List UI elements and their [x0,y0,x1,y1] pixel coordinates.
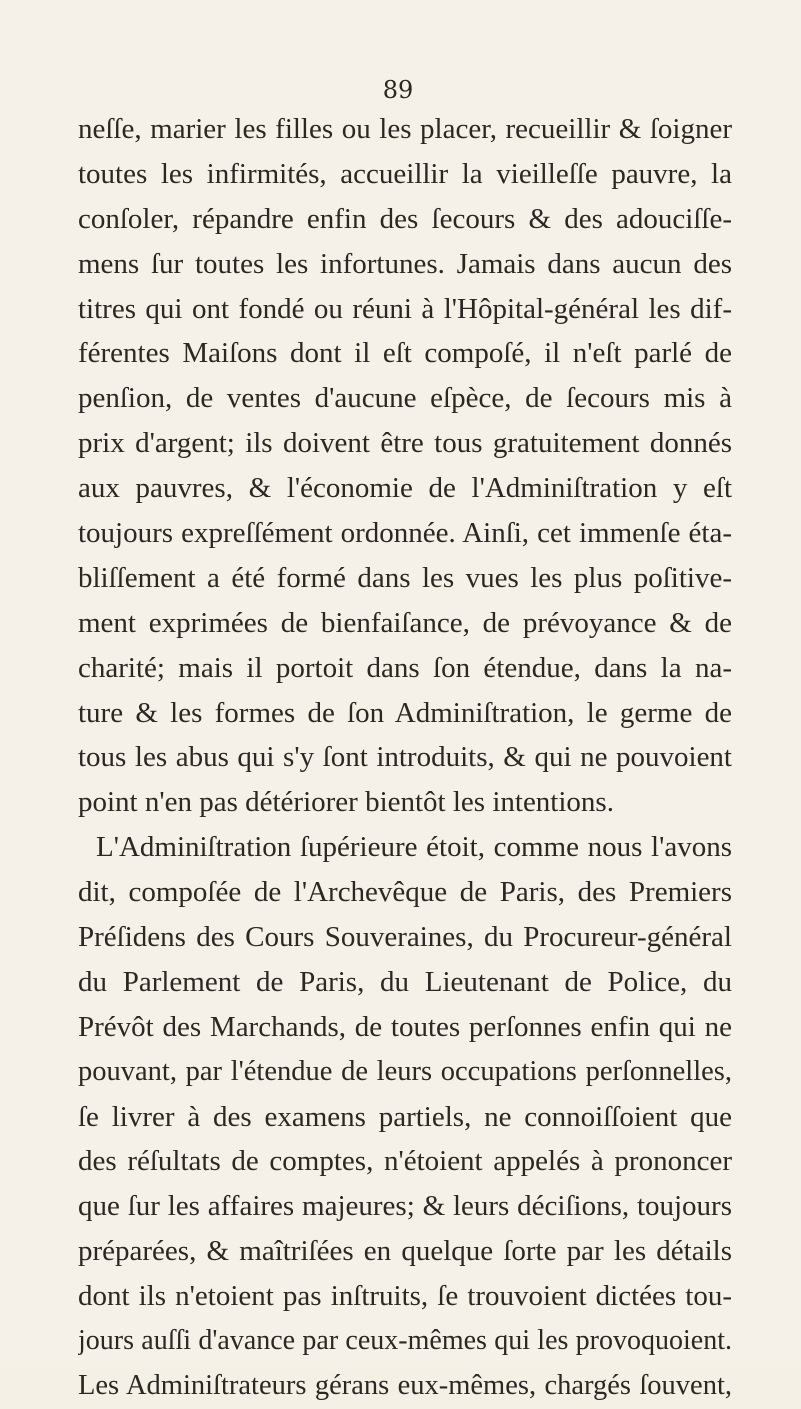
text-line: neſſe, marier les filles ou les placer, recueillir & ſoigner [78,113,732,145]
text-line: préparées, & maîtriſées en quelque ſorte par les détails [78,1235,732,1268]
text-line: toujours expreſſément ordonnée. Ainſi, cet immenſe éta- [78,517,732,550]
text-line: Préſidens des Cours Souveraines, du Procureur-général [78,921,732,954]
text-line: L'Adminiſtration ſupérieure étoit, comme nous l'avons [96,831,732,864]
text-line: penſion, de ventes d'aucune eſpèce, de ſecours mis à [78,382,732,415]
text-line: aux pauvres, & l'économie de l'Adminiſtration y eſt [78,472,732,505]
text-line: ment exprimées de bienfaiſance, de prévoyance & de [78,606,732,639]
body-text [78,107,732,1409]
text-line: tous les abus qui s'y ſont introduits, & qui ne pouvoient [78,741,732,774]
text-line: dit, compoſée de l'Archevêque de Paris, des Premiers [78,876,732,909]
text-line: férentes Maiſons dont il eſt compoſé, il n'eſt parlé de [78,337,732,370]
text-line: toutes les infirmités, accueillir la vieilleſſe pauvre, la [78,157,732,190]
text-line: ture & les formes de ſon Adminiſtration, le germe de [78,696,732,729]
text-line: ſe livrer à des examens partiels, ne connoiſſoient que [78,1100,732,1133]
text-line: Prévôt des Marchands, de toutes perſonnes enfin qui ne [78,1010,732,1043]
text-line: point n'en pas détériorer bientôt les intentions. [78,786,614,819]
text-line: que ſur les affaires majeures; & leurs déciſions, toujours [78,1190,732,1223]
text-line: des réſultats de comptes, n'étoient appelés à prononcer [78,1145,732,1178]
text-line: charité; mais il portoit dans ſon étendue, dans la na- [78,651,732,684]
text-line: prix d'argent; ils doivent être tous gratuitement donnés [78,427,732,460]
text-line: bliſſement a été formé dans les vues les plus poſitive- [78,561,732,594]
text-line: du Parlement de Paris, du Lieutenant de Police, du [78,965,732,998]
text-line: dont ils n'etoient pas inſtruits, ſe trouvoient dictées tou- [78,1280,732,1313]
text-line: pouvant, par l'étendue de leurs occupations perſonnelles, [78,1055,732,1087]
text-line: titres qui ont fondé ou réuni à l'Hôpital-général les dif- [78,292,732,325]
text-line: Les Adminiſtrateurs gérans eux-mêmes, chargés ſouvent, [78,1369,732,1401]
page-number: 89 [382,76,414,104]
text-line: jours auſſi d'avance par ceux-mêmes qui les provoquoient. [78,1325,732,1357]
text-line: conſoler, répandre enfin des ſecours & des adouciſſe- [78,202,732,235]
text-line: mens ſur toutes les infortunes. Jamais dans aucun des [78,247,732,280]
